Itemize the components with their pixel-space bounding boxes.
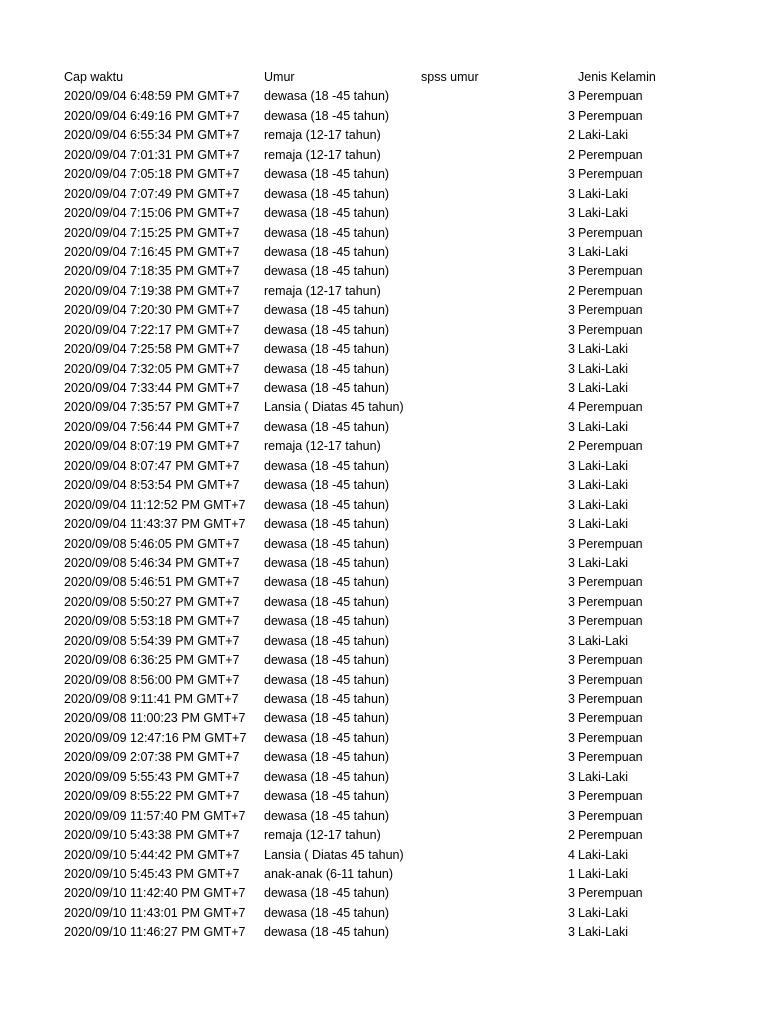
cell-jenis-kelamin: Perempuan <box>578 225 643 240</box>
cell-cap-waktu: 2020/09/08 11:00:23 PM GMT+7 <box>64 711 246 726</box>
cell-jenis-kelamin: Laki-Laki <box>578 633 629 648</box>
cell-spss-umur: 3 <box>568 497 575 512</box>
cell-cap-waktu: 2020/09/08 6:36:25 PM GMT+7 <box>64 653 240 668</box>
cell-jenis-kelamin: Laki-Laki <box>578 497 629 512</box>
cell-cap-waktu: 2020/09/04 6:48:59 PM GMT+7 <box>64 89 240 104</box>
cell-jenis-kelamin: Perempuan <box>578 886 643 901</box>
cell-jenis-kelamin: Perempuan <box>578 653 643 668</box>
cell-umur: dewasa (18 -45 tahun) <box>264 711 390 726</box>
cell-umur: Lansia ( Diatas 45 tahun) <box>264 847 404 862</box>
table-row <box>0 262 768 281</box>
cell-jenis-kelamin: Perempuan <box>578 536 643 551</box>
cell-jenis-kelamin: Laki-Laki <box>578 517 629 532</box>
cell-umur: dewasa (18 -45 tahun) <box>264 905 390 920</box>
cell-cap-waktu: 2020/09/04 7:05:18 PM GMT+7 <box>64 167 240 182</box>
cell-spss-umur: 3 <box>568 381 575 395</box>
cell-umur: dewasa (18 -45 tahun) <box>264 89 390 104</box>
table-row <box>0 865 768 884</box>
cell-spss-umur: 4 <box>568 400 575 415</box>
cell-spss-umur: 3 <box>568 905 575 920</box>
cell-jenis-kelamin: Perempuan <box>578 108 643 123</box>
header-cap-waktu: Cap waktu <box>64 70 124 84</box>
cell-cap-waktu: 2020/09/09 5:55:43 PM GMT+7 <box>64 769 240 784</box>
cell-umur: dewasa (18 -45 tahun) <box>264 769 390 784</box>
cell-cap-waktu: 2020/09/04 8:07:47 PM GMT+7 <box>64 458 240 473</box>
cell-jenis-kelamin: Laki-Laki <box>578 244 629 259</box>
table-row <box>0 418 768 437</box>
cell-jenis-kelamin: Laki-Laki <box>578 866 629 881</box>
cell-cap-waktu: 2020/09/04 6:49:16 PM GMT+7 <box>64 108 240 123</box>
cell-cap-waktu: 2020/09/04 7:07:49 PM GMT+7 <box>64 186 240 201</box>
cell-umur: dewasa (18 -45 tahun) <box>264 886 390 901</box>
cell-spss-umur: 3 <box>568 225 575 240</box>
header-spss-umur: spss umur <box>421 70 479 84</box>
cell-cap-waktu: 2020/09/04 6:55:34 PM GMT+7 <box>64 128 240 143</box>
cell-spss-umur: 2 <box>568 128 575 143</box>
cell-jenis-kelamin: Perempuan <box>578 167 643 182</box>
cell-cap-waktu: 2020/09/08 5:46:05 PM GMT+7 <box>64 536 240 551</box>
cell-umur: dewasa (18 -45 tahun) <box>264 167 390 182</box>
cell-jenis-kelamin: Laki-Laki <box>578 128 629 143</box>
cell-jenis-kelamin: Laki-Laki <box>578 419 629 434</box>
cell-jenis-kelamin: Laki-Laki <box>578 458 629 473</box>
cell-spss-umur: 3 <box>568 303 575 318</box>
cell-cap-waktu: 2020/09/08 5:50:27 PM GMT+7 <box>64 594 240 609</box>
table-row <box>0 787 768 806</box>
cell-jenis-kelamin: Perempuan <box>578 594 643 609</box>
cell-cap-waktu: 2020/09/08 9:11:41 PM GMT+7 <box>64 692 239 706</box>
cell-cap-waktu: 2020/09/10 11:46:27 PM GMT+7 <box>64 925 246 940</box>
table-row <box>0 457 768 476</box>
cell-jenis-kelamin: Laki-Laki <box>578 905 629 920</box>
cell-cap-waktu: 2020/09/04 7:33:44 PM GMT+7 <box>64 381 240 395</box>
cell-cap-waktu: 2020/09/04 7:35:57 PM GMT+7 <box>64 400 240 415</box>
cell-cap-waktu: 2020/09/09 2:07:38 PM GMT+7 <box>64 750 240 765</box>
cell-cap-waktu: 2020/09/04 11:43:37 PM GMT+7 <box>64 517 246 532</box>
cell-umur: dewasa (18 -45 tahun) <box>264 653 390 668</box>
cell-umur: dewasa (18 -45 tahun) <box>264 555 390 570</box>
cell-cap-waktu: 2020/09/04 7:15:06 PM GMT+7 <box>64 206 240 221</box>
table-row <box>0 204 768 223</box>
cell-jenis-kelamin: Perempuan <box>578 808 643 823</box>
table-row <box>0 671 768 690</box>
cell-spss-umur: 3 <box>568 264 575 279</box>
cell-jenis-kelamin: Laki-Laki <box>578 555 629 570</box>
cell-cap-waktu: 2020/09/08 5:46:34 PM GMT+7 <box>64 555 240 570</box>
cell-spss-umur: 3 <box>568 925 575 940</box>
cell-umur: dewasa (18 -45 tahun) <box>264 730 390 745</box>
cell-jenis-kelamin: Laki-Laki <box>578 342 629 357</box>
table-row <box>0 632 768 651</box>
cell-cap-waktu: 2020/09/09 8:55:22 PM GMT+7 <box>64 789 240 804</box>
cell-jenis-kelamin: Laki-Laki <box>578 769 629 784</box>
cell-spss-umur: 3 <box>568 886 575 901</box>
cell-cap-waktu: 2020/09/04 7:16:45 PM GMT+7 <box>64 244 240 259</box>
cell-jenis-kelamin: Perempuan <box>578 575 643 590</box>
cell-spss-umur: 3 <box>568 108 575 123</box>
cell-umur: dewasa (18 -45 tahun) <box>264 322 390 337</box>
table-row <box>0 923 768 942</box>
cell-umur: dewasa (18 -45 tahun) <box>264 517 390 532</box>
table-row <box>0 437 768 456</box>
table-row <box>0 185 768 204</box>
cell-jenis-kelamin: Perempuan <box>578 750 643 765</box>
table-row <box>0 379 768 398</box>
cell-umur: dewasa (18 -45 tahun) <box>264 536 390 551</box>
cell-cap-waktu: 2020/09/04 7:20:30 PM GMT+7 <box>64 303 240 318</box>
cell-spss-umur: 2 <box>568 828 575 843</box>
cell-spss-umur: 1 <box>568 866 575 881</box>
cell-cap-waktu: 2020/09/08 8:56:00 PM GMT+7 <box>64 672 240 687</box>
cell-cap-waktu: 2020/09/04 8:53:54 PM GMT+7 <box>64 478 240 493</box>
cell-umur: dewasa (18 -45 tahun) <box>264 789 390 804</box>
cell-umur: dewasa (18 -45 tahun) <box>264 381 390 395</box>
cell-umur: remaja (12-17 tahun) <box>264 283 381 298</box>
cell-umur: dewasa (18 -45 tahun) <box>264 808 390 823</box>
cell-spss-umur: 3 <box>568 244 575 259</box>
cell-umur: dewasa (18 -45 tahun) <box>264 614 390 629</box>
cell-spss-umur: 2 <box>568 439 575 454</box>
cell-umur: dewasa (18 -45 tahun) <box>264 633 390 648</box>
cell-cap-waktu: 2020/09/08 5:54:39 PM GMT+7 <box>64 633 240 648</box>
cell-jenis-kelamin: Laki-Laki <box>578 925 629 940</box>
table-row <box>0 690 768 709</box>
table-row <box>0 476 768 495</box>
table-row <box>0 554 768 573</box>
table-row <box>0 846 768 865</box>
cell-spss-umur: 3 <box>568 614 575 629</box>
cell-jenis-kelamin: Perempuan <box>578 789 643 804</box>
table-row <box>0 748 768 767</box>
cell-jenis-kelamin: Perempuan <box>578 283 643 298</box>
table-row <box>0 224 768 243</box>
cell-spss-umur: 3 <box>568 458 575 473</box>
cell-umur: dewasa (18 -45 tahun) <box>264 497 390 512</box>
cell-umur: remaja (12-17 tahun) <box>264 828 381 843</box>
table-row <box>0 496 768 515</box>
cell-jenis-kelamin: Perempuan <box>578 264 643 279</box>
cell-jenis-kelamin: Perempuan <box>578 303 643 318</box>
cell-cap-waktu: 2020/09/04 7:19:38 PM GMT+7 <box>64 283 240 298</box>
cell-umur: dewasa (18 -45 tahun) <box>264 478 390 493</box>
cell-jenis-kelamin: Perempuan <box>578 147 643 162</box>
cell-spss-umur: 3 <box>568 536 575 551</box>
cell-cap-waktu: 2020/09/04 7:56:44 PM GMT+7 <box>64 419 240 434</box>
cell-jenis-kelamin: Laki-Laki <box>578 186 629 201</box>
cell-spss-umur: 3 <box>568 167 575 182</box>
cell-umur: dewasa (18 -45 tahun) <box>264 750 390 765</box>
table-row <box>0 243 768 262</box>
cell-spss-umur: 2 <box>568 283 575 298</box>
cell-cap-waktu: 2020/09/09 11:57:40 PM GMT+7 <box>64 808 246 823</box>
cell-jenis-kelamin: Perempuan <box>578 672 643 687</box>
table-row <box>0 826 768 845</box>
table-row <box>0 573 768 592</box>
cell-jenis-kelamin: Perempuan <box>578 711 643 726</box>
cell-jenis-kelamin: Laki-Laki <box>578 361 629 376</box>
cell-spss-umur: 3 <box>568 769 575 784</box>
cell-spss-umur: 3 <box>568 653 575 668</box>
cell-jenis-kelamin: Perempuan <box>578 89 643 104</box>
cell-spss-umur: 3 <box>568 555 575 570</box>
table-row <box>0 535 768 554</box>
spreadsheet <box>0 68 768 943</box>
cell-cap-waktu: 2020/09/04 7:01:31 PM GMT+7 <box>64 147 240 162</box>
cell-umur: dewasa (18 -45 tahun) <box>264 672 390 687</box>
cell-cap-waktu: 2020/09/10 11:42:40 PM GMT+7 <box>64 886 246 901</box>
cell-jenis-kelamin: Perempuan <box>578 614 643 629</box>
cell-jenis-kelamin: Perempuan <box>578 692 643 706</box>
cell-cap-waktu: 2020/09/10 11:43:01 PM GMT+7 <box>64 905 246 920</box>
cell-cap-waktu: 2020/09/10 5:43:38 PM GMT+7 <box>64 828 240 843</box>
cell-umur: dewasa (18 -45 tahun) <box>264 594 390 609</box>
table-row <box>0 340 768 359</box>
cell-umur: dewasa (18 -45 tahun) <box>264 692 390 706</box>
cell-cap-waktu: 2020/09/04 7:18:35 PM GMT+7 <box>64 264 240 279</box>
cell-spss-umur: 4 <box>568 847 575 862</box>
table-row <box>0 709 768 728</box>
cell-cap-waktu: 2020/09/04 7:32:05 PM GMT+7 <box>64 361 240 376</box>
cell-cap-waktu: 2020/09/04 8:07:19 PM GMT+7 <box>64 439 240 454</box>
table-row <box>0 165 768 184</box>
cell-cap-waktu: 2020/09/04 7:25:58 PM GMT+7 <box>64 342 240 357</box>
table-row <box>0 107 768 126</box>
cell-umur: remaja (12-17 tahun) <box>264 439 381 454</box>
cell-umur: remaja (12-17 tahun) <box>264 128 381 143</box>
table-row <box>0 301 768 320</box>
table-row <box>0 593 768 612</box>
cell-spss-umur: 3 <box>568 672 575 687</box>
table-body <box>0 87 768 942</box>
cell-spss-umur: 3 <box>568 517 575 532</box>
cell-umur: dewasa (18 -45 tahun) <box>264 264 390 279</box>
header-row <box>0 68 768 87</box>
table-row <box>0 515 768 534</box>
cell-jenis-kelamin: Laki-Laki <box>578 847 629 862</box>
cell-umur: dewasa (18 -45 tahun) <box>264 186 390 201</box>
table-row <box>0 360 768 379</box>
cell-cap-waktu: 2020/09/08 5:46:51 PM GMT+7 <box>64 575 240 590</box>
header-umur: Umur <box>264 70 295 84</box>
cell-cap-waktu: 2020/09/04 7:15:25 PM GMT+7 <box>64 225 240 240</box>
table-row <box>0 126 768 145</box>
cell-jenis-kelamin: Laki-Laki <box>578 206 629 221</box>
cell-umur: dewasa (18 -45 tahun) <box>264 361 390 376</box>
table-row <box>0 729 768 748</box>
cell-spss-umur: 3 <box>568 750 575 765</box>
cell-spss-umur: 3 <box>568 419 575 434</box>
table-row <box>0 87 768 106</box>
header-jenis-kelamin: Jenis Kelamin <box>578 70 656 84</box>
cell-spss-umur: 3 <box>568 808 575 823</box>
cell-spss-umur: 3 <box>568 575 575 590</box>
cell-spss-umur: 2 <box>568 147 575 162</box>
cell-jenis-kelamin: Perempuan <box>578 400 643 415</box>
cell-cap-waktu: 2020/09/09 12:47:16 PM GMT+7 <box>64 730 247 745</box>
cell-umur: Lansia ( Diatas 45 tahun) <box>264 400 404 415</box>
table-row <box>0 904 768 923</box>
cell-spss-umur: 3 <box>568 478 575 493</box>
cell-jenis-kelamin: Perempuan <box>578 439 643 454</box>
table-row <box>0 651 768 670</box>
cell-spss-umur: 3 <box>568 789 575 804</box>
cell-cap-waktu: 2020/09/10 5:45:43 PM GMT+7 <box>64 866 240 881</box>
cell-spss-umur: 3 <box>568 692 575 706</box>
cell-spss-umur: 3 <box>568 730 575 745</box>
cell-spss-umur: 3 <box>568 322 575 337</box>
cell-spss-umur: 3 <box>568 361 575 376</box>
cell-spss-umur: 3 <box>568 633 575 648</box>
cell-umur: dewasa (18 -45 tahun) <box>264 206 390 221</box>
cell-cap-waktu: 2020/09/08 5:53:18 PM GMT+7 <box>64 614 240 629</box>
cell-umur: dewasa (18 -45 tahun) <box>264 342 390 357</box>
cell-spss-umur: 3 <box>568 89 575 104</box>
cell-spss-umur: 3 <box>568 711 575 726</box>
cell-jenis-kelamin: Perempuan <box>578 730 643 745</box>
table-row <box>0 282 768 301</box>
table-row <box>0 321 768 340</box>
cell-cap-waktu: 2020/09/04 7:22:17 PM GMT+7 <box>64 322 240 337</box>
cell-spss-umur: 3 <box>568 594 575 609</box>
table-row <box>0 807 768 826</box>
table-row <box>0 612 768 631</box>
cell-spss-umur: 3 <box>568 186 575 201</box>
cell-spss-umur: 3 <box>568 342 575 357</box>
cell-jenis-kelamin: Laki-Laki <box>578 381 629 395</box>
cell-umur: dewasa (18 -45 tahun) <box>264 925 390 940</box>
cell-umur: remaja (12-17 tahun) <box>264 147 381 162</box>
table-row <box>0 768 768 787</box>
cell-jenis-kelamin: Perempuan <box>578 322 643 337</box>
cell-jenis-kelamin: Laki-Laki <box>578 478 629 493</box>
cell-umur: dewasa (18 -45 tahun) <box>264 244 390 259</box>
cell-umur: dewasa (18 -45 tahun) <box>264 575 390 590</box>
cell-cap-waktu: 2020/09/10 5:44:42 PM GMT+7 <box>64 847 240 862</box>
cell-jenis-kelamin: Perempuan <box>578 828 643 843</box>
cell-cap-waktu: 2020/09/04 11:12:52 PM GMT+7 <box>64 497 246 512</box>
cell-umur: dewasa (18 -45 tahun) <box>264 458 390 473</box>
table-row <box>0 884 768 903</box>
cell-umur: dewasa (18 -45 tahun) <box>264 108 390 123</box>
cell-umur: anak-anak (6-11 tahun) <box>264 866 394 881</box>
cell-spss-umur: 3 <box>568 206 575 221</box>
cell-umur: dewasa (18 -45 tahun) <box>264 225 390 240</box>
cell-umur: dewasa (18 -45 tahun) <box>264 419 390 434</box>
table-row <box>0 398 768 417</box>
table-row <box>0 146 768 165</box>
cell-umur: dewasa (18 -45 tahun) <box>264 303 390 318</box>
